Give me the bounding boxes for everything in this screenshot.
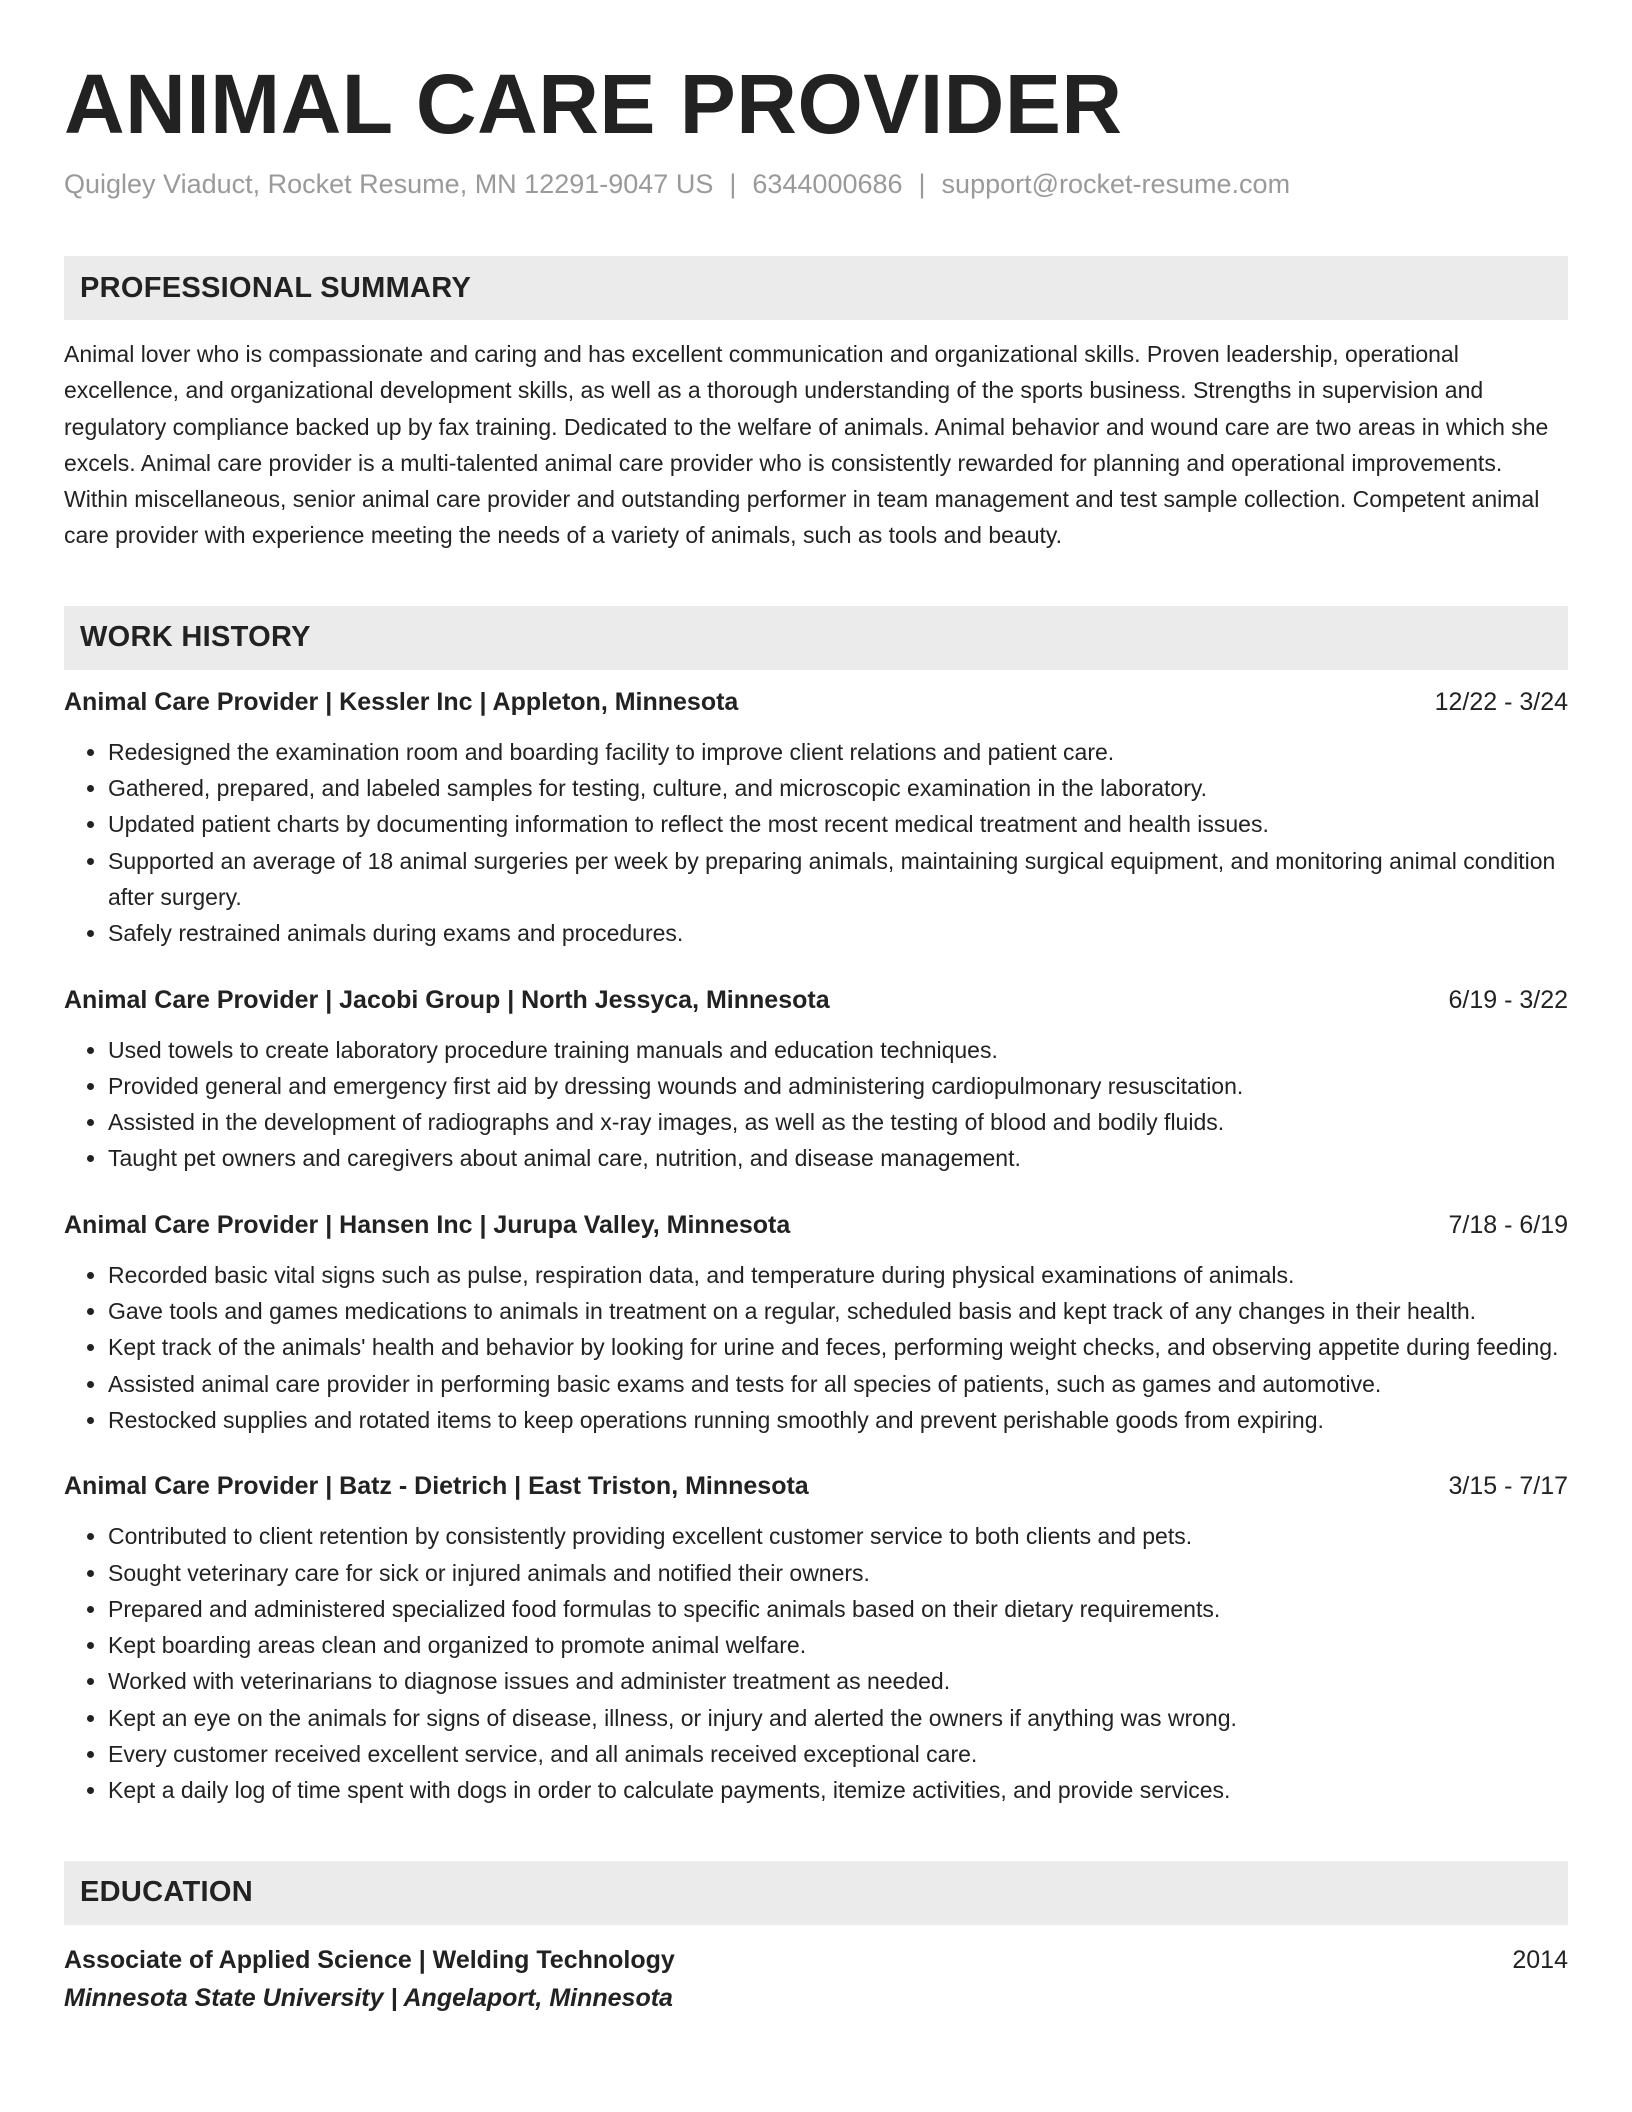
job-title: Animal Care Provider | Jacobi Group | North Jessyca, Minnesota [64, 985, 830, 1014]
resume-name: ANIMAL CARE PROVIDER [64, 57, 1123, 151]
job-bullet: • Every customer received excellent service, and all animals received exceptional care. [108, 1736, 1568, 1772]
education-year: 2014 [1512, 1945, 1568, 1974]
education-header [64, 1941, 1568, 1979]
job-bullets [64, 1032, 1568, 1177]
job-bullet: • Kept track of the animals' health and behavior by looking for urine and feces, performing weight checks, and observing appetite during feeding. [108, 1329, 1568, 1365]
section-header-summary [64, 256, 1568, 320]
job-entry [64, 982, 1568, 1177]
section-header-work-history [64, 606, 1568, 670]
job-entry [64, 684, 1568, 952]
job-bullet: • Recorded basic vital signs such as pulse, respiration data, and temperature during physical examinations of animals. [108, 1257, 1568, 1293]
education-degree: Associate of Applied Science | Welding Technology [64, 1945, 675, 1974]
education-school: Minnesota State University | Angelaport, Minnesota [64, 1983, 673, 2012]
job-bullet: • Used towels to create laboratory procedure training manuals and education techniques. [108, 1032, 1568, 1068]
job-bullet: • Provided general and emergency first aid by dressing wounds and administering cardiopulmonary resuscitation. [108, 1068, 1568, 1104]
job-bullet: • Kept a daily log of time spent with dogs in order to calculate payments, itemize activities, and provide services. [108, 1772, 1568, 1808]
job-bullet: • Worked with veterinarians to diagnose issues and administer treatment as needed. [108, 1663, 1568, 1699]
job-bullets [64, 734, 1568, 952]
job-bullet: • Assisted animal care provider in performing basic exams and tests for all species of patients, such as games and automotive. [108, 1366, 1568, 1402]
contact-email: support@rocket-resume.com [941, 169, 1291, 199]
job-bullet: • Sought veterinary care for sick or injured animals and notified their owners. [108, 1555, 1568, 1591]
job-bullet: • Assisted in the development of radiographs and x-ray images, as well as the testing of blood and bodily fluids. [108, 1104, 1568, 1140]
job-bullet: • Kept an eye on the animals for signs of disease, illness, or injury and alerted the owners if anything was wrong. [108, 1700, 1568, 1736]
contact-address: Quigley Viaduct, Rocket Resume, MN 12291-9047 US [64, 169, 714, 199]
job-header [64, 684, 1568, 720]
job-title: Animal Care Provider | Kessler Inc | Appleton, Minnesota [64, 687, 739, 716]
job-title: Animal Care Provider | Batz - Dietrich | East Triston, Minnesota [64, 1472, 809, 1501]
job-bullet: • Safely restrained animals during exams and procedures. [108, 915, 1568, 951]
job-bullet: • Updated patient charts by documenting information to reflect the most recent medical treatment and health issues. [108, 806, 1568, 842]
job-bullet: • Kept boarding areas clean and organized to promote animal welfare. [108, 1627, 1568, 1663]
job-bullet: • Contributed to client retention by consistently providing excellent customer service to both clients and pets. [108, 1518, 1568, 1554]
job-header [64, 1468, 1568, 1504]
contact-phone: 6344000686 [752, 169, 903, 199]
job-bullet: • Gave tools and games medications to animals in treatment on a regular, scheduled basis and kept track of any changes in their health. [108, 1293, 1568, 1329]
job-bullet: • Restocked supplies and rotated items to keep operations running smoothly and prevent perishable goods from expiring. [108, 1402, 1568, 1438]
contact-separator: | [729, 169, 737, 199]
resume-page [64, 54, 1568, 2017]
job-entry [64, 1207, 1568, 1438]
job-dates: 12/22 - 3/24 [1434, 687, 1568, 716]
summary-text: Animal lover who is compassionate and caring and has excellent communication and organizational skills. Proven leadership, operational excellence, and organizational development skills, as well as a thorough understanding of the sports business. Strengths in supervision and regulatory compliance backed up by fax training. Dedicated to the welfare of animals. Animal behavior and wound care are two areas in which she excels. Animal care provider is a multi-talented animal care provider who is consistently rewarded for planning and operational improvements. Within miscellaneous, senior animal care provider and outstanding performer in team management and test sample collection. Competent animal care provider with experience meeting the needs of a variety of animals, such as tools and beauty. [64, 341, 1549, 549]
section-title-summary: PROFESSIONAL SUMMARY [80, 271, 472, 304]
job-title: Animal Care Provider | Hansen Inc | Jurupa Valley, Minnesota [64, 1210, 791, 1239]
contact-line [64, 164, 1568, 204]
education-entry [64, 1941, 1568, 2017]
job-bullet: • Supported an average of 18 animal surgeries per week by preparing animals, maintaining surgical equipment, and monitoring animal condition after surgery. [108, 843, 1568, 916]
job-bullet: • Prepared and administered specialized food formulas to specific animals based on their dietary requirements. [108, 1591, 1568, 1627]
job-bullet: • Gathered, prepared, and labeled samples for testing, culture, and microscopic examination in the laboratory. [108, 770, 1568, 806]
job-dates: 7/18 - 6/19 [1448, 1210, 1568, 1239]
section-title-work-history: WORK HISTORY [80, 621, 311, 654]
job-bullets [64, 1257, 1568, 1438]
job-header [64, 982, 1568, 1018]
contact-separator: | [918, 169, 926, 199]
job-bullet: • Redesigned the examination room and boarding facility to improve client relations and patient care. [108, 734, 1568, 770]
section-header-education [64, 1861, 1568, 1925]
section-title-education: EDUCATION [80, 1876, 253, 1909]
job-entry [64, 1468, 1568, 1808]
job-header [64, 1207, 1568, 1243]
job-bullets [64, 1518, 1568, 1808]
job-bullet: • Taught pet owners and caregivers about animal care, nutrition, and disease management. [108, 1140, 1568, 1176]
job-dates: 3/15 - 7/17 [1448, 1472, 1568, 1501]
job-dates: 6/19 - 3/22 [1448, 985, 1568, 1014]
